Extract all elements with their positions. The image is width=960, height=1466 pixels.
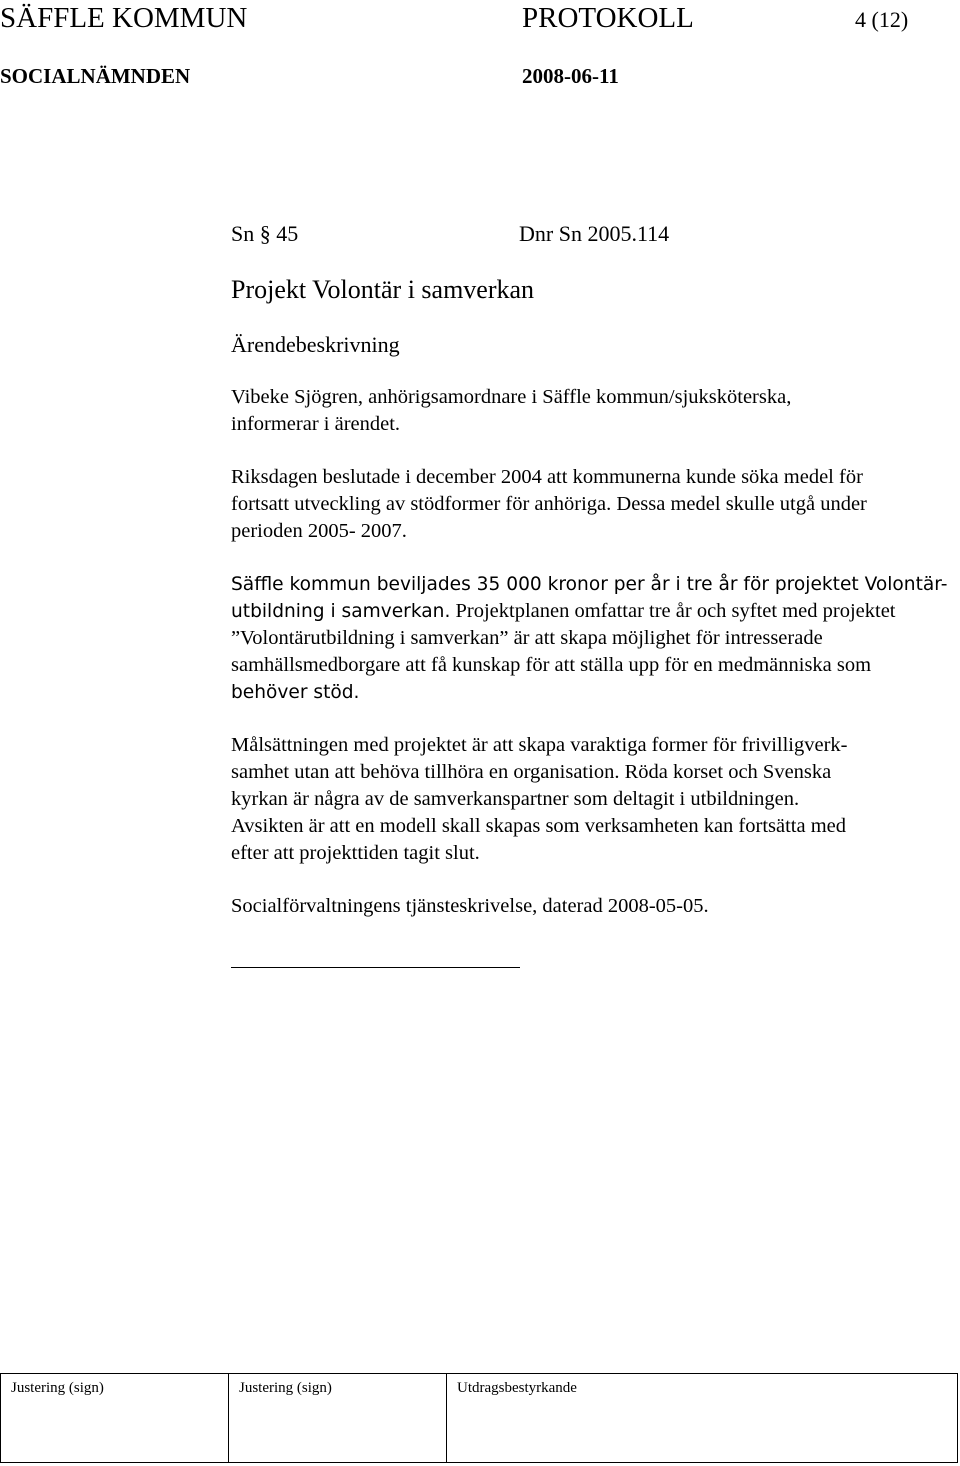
text-line: Avsikten är att en modell skall skapas som verksamheten kan fortsätta med [231, 815, 847, 837]
text-line: ”Volontärutbildning i samverkan” är att skapa möjlighet för intresserade [231, 627, 823, 649]
section-divider [231, 967, 520, 968]
text-line: Riksdagen beslutade i december 2004 att kommunerna kunde söka medel för [231, 466, 863, 488]
text-line: perioden 2005- 2007. [231, 520, 407, 542]
text-line: Säffle kommun beviljades 35 000 kronor per år i tre år för projektet Volontär- [231, 574, 948, 595]
text-line: efter att projekttiden tagit slut. [231, 842, 480, 864]
text-line: Vibeke Sjögren, anhörigsamordnare i Säffle kommun/sjuksköterska, [231, 386, 792, 408]
meeting-date: 2008-06-11 [522, 64, 619, 88]
signature-cell-adjuster-1 [1, 1374, 229, 1462]
registration-number: Dnr Sn 2005.114 [519, 221, 670, 246]
paragraph-grant-and-project [231, 571, 960, 706]
page-number: 4 (12) [855, 7, 909, 32]
text-fragment: utbildning i samverkan. [231, 601, 451, 622]
signature-label: Justering (sign) [239, 1380, 332, 1396]
signature-table [0, 1373, 958, 1463]
text-line: fortsatt utveckling av stödformer för anhöriga. Dessa medel skulle utgå under [231, 493, 867, 515]
text-fragment: Projektplanen omfattar tre år och syftet med projektet [450, 600, 896, 622]
text-line: Målsättningen med projektet är att skapa varaktiga former för frivilligverk- [231, 734, 848, 756]
signature-cell-adjuster-2 [229, 1374, 447, 1462]
paragraph-objective [231, 732, 960, 867]
signature-label: Justering (sign) [11, 1380, 104, 1396]
text-line: samhällsmedborgare att få kunskap för att ställa upp för en medmänniska som [231, 654, 872, 676]
section-number: Sn § 45 [231, 221, 299, 246]
signature-cell-certification [447, 1374, 959, 1462]
municipality-name: SÄFFLE KOMMUN [0, 2, 248, 34]
paragraph-riksdag-decision [231, 464, 960, 545]
case-title: Projekt Volontär i samverkan [231, 275, 535, 304]
paragraph-reference-document [231, 893, 960, 920]
document-type: PROTOKOLL [522, 2, 694, 34]
case-subheading: Ärendebeskrivning [231, 332, 400, 357]
text-line: behöver stöd. [231, 682, 360, 703]
text-line: samhet utan att behöva tillhöra en organisation. Röda korset och Svenska [231, 761, 832, 783]
text-line-mixed [231, 598, 960, 625]
signature-label: Utdragsbestyrkande [457, 1380, 577, 1396]
paragraph-informant [231, 384, 960, 438]
text-line: informerar i ärendet. [231, 413, 401, 435]
board-name: SOCIALNÄMNDEN [0, 64, 191, 88]
text-line: kyrkan är några av de samverkanspartner som deltagit i utbildningen. [231, 788, 800, 810]
text-line: Socialförvaltningens tjänsteskrivelse, daterad 2008-05-05. [231, 895, 709, 917]
